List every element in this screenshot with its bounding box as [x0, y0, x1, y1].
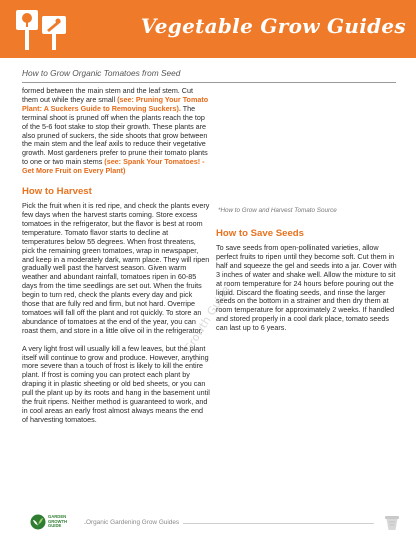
- watermark: Growth Guide: [181, 283, 233, 355]
- footer: [0, 514, 416, 538]
- garden-growth-guide-logo: [30, 514, 46, 530]
- header-title: Vegetable Grow Guides: [140, 14, 406, 38]
- flower-pot-icon: [384, 514, 400, 532]
- logo-text: GARDEN GROWTH GUIDE: [48, 514, 68, 529]
- document-subtitle: How to Grow Organic Tomatoes from Seed: [22, 68, 181, 78]
- right-column: [216, 222, 398, 333]
- harvest-heading: How to Harvest: [22, 186, 92, 198]
- intro-text-2: The terminal shoot is pruned off when the plants reach the top of the 5-6 foot stake to stop their growth. These plants are also pruned of suckers, the side shoots that grow between the main stem and the leaf axils to reduce their vegetative growth. Most gardeners prefer to prune their tomato plants to one or two main stems: [22, 103, 208, 167]
- left-column: [22, 87, 210, 425]
- pruning-suckers-link[interactable]: (see: Pruning Your Tomato Plant: A Suckers Guide to Removing Suckers).: [22, 94, 209, 113]
- footer-text: Organic Gardening Grow Guides: [86, 519, 183, 526]
- intro-text: formed between the main stem and the leaf stem. Cut them out while they are small: [22, 86, 193, 104]
- save-seeds-heading: How to Save Seeds: [216, 228, 304, 239]
- harvest-paragraph-2: A very light frost will usually kill a few leaves, but the plant itself will continue to grow and produce. However, anything more severe than a touch of frost is likely to kill the entire plant. If frost is coming you can protect each plant by draping it in plastic sheeting or old bed sheets, or you can pull the plant up by its roots and hang in the basement until the fruit ripens. Neither method is guaranteed to work, and in cool areas an early frost almost always means the end of harvesting tomatoes.: [22, 343, 210, 424]
- save-seeds-paragraph: To save seeds from open-pollinated varieties, allow perfect fruits to ripen until they become soft. Cut them in half and squeeze the gel and seeds into a jar. Cover with 3 inches of water and shake well. Allow the mixture to sit at room temperature for 24 hours before pouring out the liquid. Discard the floating seeds, and rinse the larger seeds on the bottom in a strainer and then dry them at room temperature for approximately 2 weeks. If handled and stored properly in a cool dark place, tomato seeds can last up to 6 years.: [216, 243, 397, 333]
- harvest-paragraph-1: Pick the fruit when it is red ripe, and check the plants every few days when the harvest starts coming. Store excess tomatoes in the refrigerator, but the flavor is best at room temperature. Tomato flavor starts to decline at temperatures below 55 degrees. When frost threatens, pick the remaining green tomatoes, wrap in newspaper, and keep in a moderately dark, warm place. They will ripen gradually well past the harvest season. Given warm weather and abundant rainfall, tomatoes ripen in 60-85 days from the time seedlings are set out. When the fruits begin to turn red, check the plants every day and pick those that are fully red and firm, but not hard. Overripe tomatoes will fall off the plant and rot quickly. To store an abundance of tomatoes at the end of the year, you can roast them, and store in a little olive oil in the refrigerator.: [22, 201, 210, 335]
- header-banner: [0, 0, 416, 58]
- intro-paragraph: [22, 87, 210, 176]
- subtitle-divider: [22, 82, 396, 83]
- garden-signs-icon: [10, 6, 72, 52]
- spank-tomatoes-link[interactable]: (see: Spank Your Tomatoes! -Get More Fruit on Every Plant): [22, 157, 205, 176]
- image-caption: *How to Grow and Harvest Tomato Source: [218, 207, 337, 214]
